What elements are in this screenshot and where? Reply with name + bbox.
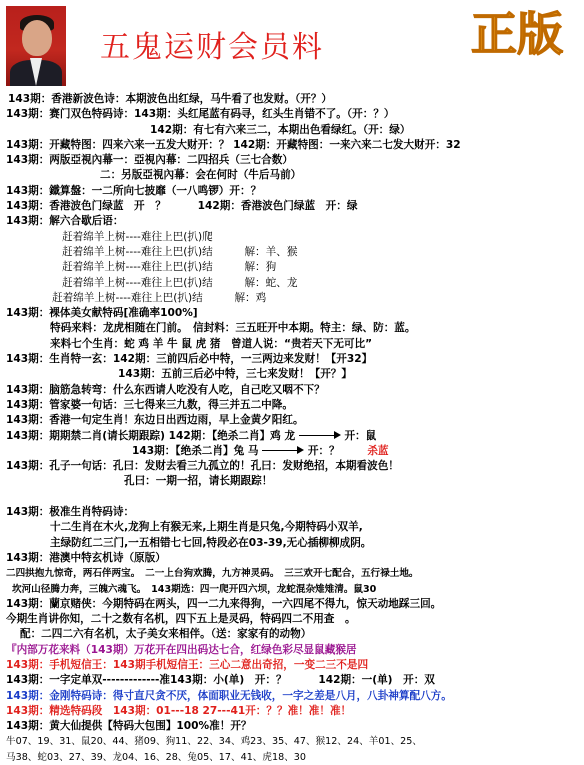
text-line-3: 142期：有七有六来三二，本期出色看绿红。（开：绿） bbox=[150, 123, 411, 136]
text-line-30: 主绿防红二三门,一五相错七七回,特段必在03-39,无心插柳柳成阴。 bbox=[50, 536, 372, 549]
text-line-27 bbox=[0, 490, 584, 505]
text-line-24-result: 开：？ bbox=[307, 444, 340, 457]
text-line-43: 牛07、19、31、鼠20、44、猪09、狗11、22、34、鸡23、35、47、猴12、24、羊01、25、 bbox=[6, 736, 422, 748]
text-line-13: 赶着绵羊上树----难往上巴(扒)结 解：蛇、龙 bbox=[62, 276, 298, 289]
right-arrow-icon bbox=[299, 431, 341, 440]
zhengban-stamp bbox=[454, 2, 580, 62]
content-list bbox=[0, 92, 584, 765]
text-line-34: 143期：蘭京赌侠：今期特码在两头，四一二九来得狗，一六四尾不得九，惊天动地踩三回。 bbox=[6, 597, 442, 610]
text-line-24-main: 143期：【绝杀二肖】兔 马 bbox=[132, 444, 259, 457]
text-line-12: 赶着绵羊上树----难往上巴(扒)结 解：狗 bbox=[62, 261, 277, 274]
text-line-6: 二：另版亞視內幕：会在何时（牛后马前） bbox=[100, 169, 302, 182]
text-line-4: 143期：开藏特图：四来六来一五发大财开：？ 142期：开藏特图：一来六来二七发大财开：32 bbox=[6, 138, 461, 151]
right-arrow-icon bbox=[262, 446, 304, 455]
text-line-42: 143期：黄大仙提供【特码大包围】100%准！开？ bbox=[6, 720, 252, 733]
text-line-24 bbox=[0, 444, 584, 459]
kill-blue-label: 杀蓝 bbox=[367, 444, 389, 457]
text-line-20: 143期：脑筋急转弯：什么东西请人吃没有人吃，自己吃又咽不下？ bbox=[6, 383, 325, 396]
text-line-22: 143期：香港一句定生肖！东边日出西边雨，早上金黄夕阳红。 bbox=[6, 414, 304, 427]
text-line-21: 143期：管家婆一句话：三七得来三九数，得三并五二中降。 bbox=[6, 398, 293, 411]
text-line-37: 『内部万花来料（143期）万花开在四出码达七合，红绿色彩尽显鼠藏猴居 bbox=[6, 643, 357, 656]
text-line-35: 今期生肖讲你知，二十之数有名机，四下五上是灵码，特码四二不用查 。 bbox=[6, 613, 356, 626]
text-line-40: 143期：金刚特码诗：得寸直尺贪不厌，体面职业无钱收，一字之差是八月，八卦神算配八方。 bbox=[6, 689, 452, 702]
text-line-16: 特码来料：龙虎相随在门前。 信封料：三五旺开中本期。特主：绿、防：蓝。 bbox=[50, 322, 416, 335]
text-line-38: 143期：手机短信王：143期手机短信王：三心二意出奇招，一变二三不是四 bbox=[6, 658, 369, 671]
text-line-23-main: 143期：期期禁二肖(请长期跟踪) 142期：【绝杀二肖】鸡 龙 bbox=[6, 429, 296, 442]
text-line-2: 143期：赛门双色特码诗：143期：头红尾蓝有码寻，红头生肖错不了。（开：？） bbox=[6, 108, 395, 121]
text-line-33: 坎河山径腾力奔，三魄六魂飞。 143期选：四一爬开四六坝，龙蛇混杂雉雉清。鼠30 bbox=[12, 583, 377, 595]
text-line-36: 配：二四二六有名机，太子美女来相伴。（送：家家有的动物） bbox=[20, 628, 312, 641]
text-line-26: 孔曰：一期一招，请长期跟踪！ bbox=[124, 475, 273, 488]
text-line-10: 赶着绵羊上树----难往上巴(扒)爬 bbox=[62, 230, 213, 243]
text-line-23-result: 开：鼠 bbox=[344, 429, 377, 442]
text-line-5: 143期：两版亞視內幕一：亞視內幕：二四招兵（三七合数） bbox=[6, 154, 293, 167]
text-line-19: 143期：五前三后必中特，三七来发财！【开？】 bbox=[118, 368, 352, 381]
portrait-face bbox=[22, 20, 52, 56]
portrait-photo bbox=[6, 6, 66, 86]
text-line-11: 赶着绵羊上树----难往上巴(扒)结 解：羊、猴 bbox=[62, 245, 298, 258]
page-title: 五鬼运财会员料 bbox=[100, 30, 324, 65]
text-line-7: 143期：鐵算盤：一二所向七披靡（一八鸣锣）开：？ bbox=[6, 184, 262, 197]
text-line-31: 143期：港澳中特玄机诗（原版） bbox=[6, 551, 166, 564]
text-line-1: 143期：香港新波色诗：本期波色出红绿，马牛看了也发财。（开？） bbox=[8, 93, 333, 105]
text-line-32: 二四拱抱九惊奇，两石伴两宝。 二一上台狗欢腾，九方神灵码。 三三欢开七配合，五行禄土地。 bbox=[6, 568, 419, 580]
text-line-9: 143期：解六合歇后语： bbox=[6, 215, 124, 228]
text-line-39: 143期：一字定单双-------------准143期：小(单) 开：？ 142期：一(单) 开：双 bbox=[6, 674, 435, 687]
text-line-25: 143期：孔子一句话：孔曰：发财去看三九孤立的！孔曰：发财绝招，本期看波色！ bbox=[6, 460, 399, 473]
text-line-8: 143期：香港波色门绿蓝 开 ？ 142期：香港波色门绿蓝 开：绿 bbox=[6, 200, 358, 213]
stamp-text: 正版 bbox=[471, 7, 563, 61]
text-line-17: 来料七个生肖：蛇 鸡 羊 牛 鼠 虎 猪 曾道人说：“贵若天下无可比” bbox=[50, 337, 373, 350]
text-line-41: 143期：精选特码段 143期：01---18 27---41开：？？准！准！准！ bbox=[6, 704, 352, 717]
text-line-28: 143期：极准生肖特码诗： bbox=[6, 506, 135, 519]
text-line-23 bbox=[0, 429, 584, 444]
text-line-29: 十二生肖在木火,龙狗上有猴无来,上期生肖是只兔,今期特码小双羊, bbox=[50, 521, 363, 534]
text-line-18: 143期：生肖特一玄：142期：三前四后必中特，一三两边来发财！【开32】 bbox=[6, 353, 373, 366]
text-line-15: 143期：裸体美女献特码[准确率100%] bbox=[6, 307, 198, 320]
text-line-14: 赶着绵羊上树----难往上巴(扒)结 解：鸡 bbox=[52, 291, 267, 304]
text-line-44: 马38、蛇03、27、39、龙04、16、28、兔05、17、41、虎18、30 bbox=[6, 751, 306, 763]
